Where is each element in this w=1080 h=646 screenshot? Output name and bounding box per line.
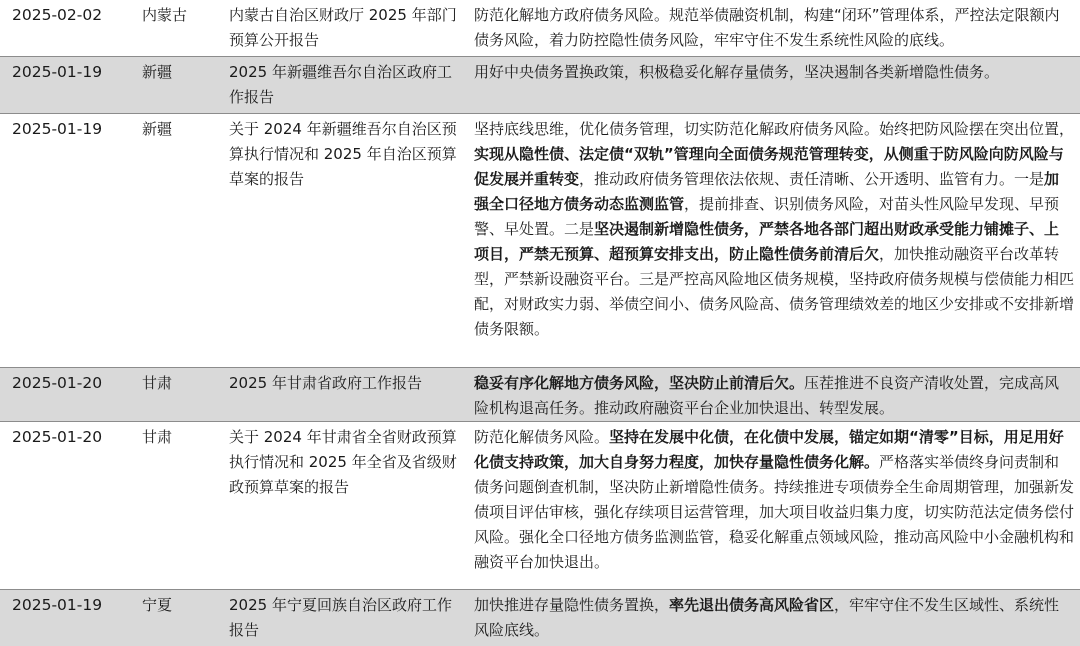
table-row <box>0 422 1080 590</box>
region-cell: 内蒙古 <box>142 6 188 24</box>
document-cell: 2025 年新疆维吾尔自治区政府工作报告 <box>229 63 452 106</box>
content-text: 用好中央债务置换政策，积极稳妥化解存量债务，坚决遏制各类新增隐性债务。 <box>474 63 1000 81</box>
document-cell: 内蒙古自治区财政厅 2025 年部门预算公开报告 <box>229 6 457 49</box>
content-text: ，提前排查、识别债务风险，对苗头性风险早发现、早预警、早处置。二是 <box>474 195 1060 238</box>
date-cell: 2025-01-19 <box>12 63 103 81</box>
document-cell: 关于 2024 年甘肃省全省财政预算执行情况和 2025 年全省及省级财政预算草案的报告 <box>229 428 457 496</box>
table-row <box>0 368 1080 422</box>
region-cell: 新疆 <box>142 120 173 138</box>
region-cell: 新疆 <box>142 63 173 81</box>
emphasized-text: 加强全口径地方债务动态监测监管 <box>474 170 1060 213</box>
content-text: 加快推进存量隐性债务置换， <box>474 596 670 614</box>
table-row <box>0 57 1080 114</box>
emphasized-text: 率先退出债务高风险省区 <box>669 596 835 614</box>
content-text: ，牢牢守住不发生区域性、系统性风险底线。 <box>474 596 1060 639</box>
emphasized-text: 实现从隐性债、法定债“双轨”管理向全面债务规范管理转变，从侧重于防风险向防风险与促发展并重转变 <box>474 145 1064 188</box>
content-cell <box>474 60 1074 85</box>
content-cell <box>474 117 1074 342</box>
table-row <box>0 0 1080 57</box>
content-text: 防范化解债务风险。 <box>474 428 610 446</box>
table-row <box>0 114 1080 368</box>
emphasized-text: 稳妥有序化解地方债务风险，坚决防止前清后欠。 <box>474 374 805 392</box>
content-cell <box>474 371 1074 421</box>
date-cell: 2025-01-19 <box>12 120 103 138</box>
content-cell <box>474 593 1074 643</box>
region-cell: 甘肃 <box>142 428 173 446</box>
date-cell: 2025-02-02 <box>12 6 103 24</box>
date-cell: 2025-01-20 <box>12 428 103 446</box>
date-cell: 2025-01-19 <box>12 596 103 614</box>
document-cell: 2025 年宁夏回族自治区政府工作报告 <box>229 596 452 639</box>
emphasized-text: 坚持在发展中化债，在化债中发展，锚定如期“清零”目标，用足用好化债支持政策，加大自身努力程度，加快存量隐性债务化解。 <box>474 428 1064 471</box>
content-text: 压茬推进不良资产清收处置，完成高风险机构退高任务。推动政府融资平台企业加快退出、转型发展。 <box>474 374 1060 417</box>
emphasized-text: 坚决遏制新增隐性债务，严禁各地各部门超出财政承受能力铺摊子、上项目，严禁无预算、超预算安排支出，防止隐性债务前清后欠 <box>474 220 1060 263</box>
document-cell: 2025 年甘肃省政府工作报告 <box>229 374 422 392</box>
content-text: ，加快推动融资平台改革转型，严禁新设融资平台。三是严控高风险地区债务规模，坚持政府债务规模与偿债能力相匹配，对财政实力弱、举债空间小、债务风险高、债务管理绩效差的地区少安排或不安排新增债务限额。 <box>474 245 1075 338</box>
region-cell: 甘肃 <box>142 374 173 392</box>
content-text: 坚持底线思维，优化债务管理，切实防范化解政府债务风险。始终把防风险摆在突出位置， <box>474 120 1075 138</box>
content-text: 严格落实举债终身问责制和债务问题倒查机制，坚决防止新增隐性债务。持续推进专项债券全生命周期管理，加强新发债项目评估审核，强化存续项目运营管理，加大项目收益归集力度，切实防范法定债务偿付风险。强化全口径地方债务监测监管，稳妥化解重点领域风险，推动高风险中小金融机构和融资平台加快退出。 <box>474 453 1075 571</box>
content-cell <box>474 425 1074 575</box>
region-cell: 宁夏 <box>142 596 173 614</box>
table-row <box>0 590 1080 646</box>
content-text: ，推动政府债务管理依法依规、责任清晰、公开透明、监管有力。一是 <box>579 170 1045 188</box>
content-cell <box>474 3 1074 53</box>
date-cell: 2025-01-20 <box>12 374 103 392</box>
content-text: 防范化解地方政府债务风险。规范举债融资机制，构建“闭环”管理体系，严控法定限额内债务风险，着力防控隐性债务风险，牢牢守住不发生系统性风险的底线。 <box>474 6 1060 49</box>
document-cell: 关于 2024 年新疆维吾尔自治区预算执行情况和 2025 年自治区预算草案的报告 <box>229 120 457 188</box>
